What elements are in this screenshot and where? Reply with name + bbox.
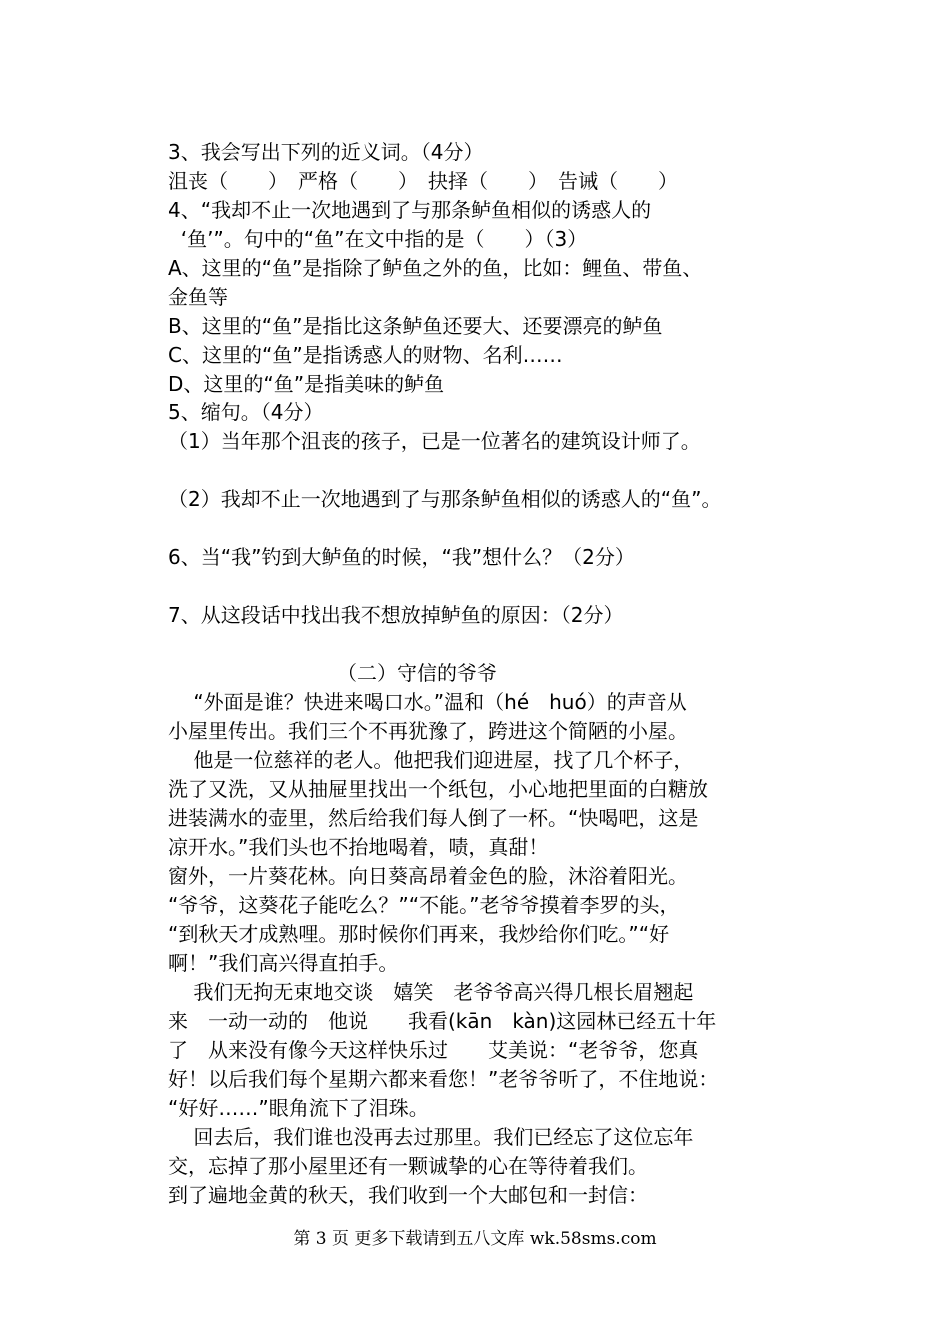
question-4-option-a-line-1: A、这里的“鱼”是指除了鲈鱼之外的鱼，比如：鲤鱼、带鱼、	[168, 256, 703, 280]
passage-line: 小屋里传出。我们三个不再犹豫了，跨进这个简陋的小屋。	[168, 719, 688, 743]
question-4-option-a-line-2: 金鱼等	[168, 285, 228, 309]
question-7: 7、从这段话中找出我不想放掉鲈鱼的原因：（2分）	[168, 603, 624, 627]
question-5-item-2: （2）我却不止一次地遇到了与那条鲈鱼相似的诱惑人的“鱼”。	[168, 487, 722, 511]
passage-line: 他是一位慈祥的老人。他把我们迎进屋，找了几个杯子，	[168, 748, 694, 772]
passage-line: “好好……”眼角流下了泪珠。	[168, 1096, 429, 1120]
question-5-title: 5、缩句。（4分）	[168, 400, 324, 424]
question-4-line-2: ‘鱼’”。句中的“鱼”在文中指的是（ ）（3）	[168, 227, 588, 251]
question-5-item-1: （1）当年那个沮丧的孩子，已是一位著名的建筑设计师了。	[168, 429, 701, 453]
passage-line: “到秋天才成熟哩。那时候你们再来，我炒给你们吃。”“好	[168, 922, 670, 946]
question-4-option-d: D、这里的“鱼”是指美味的鲈鱼	[168, 372, 445, 396]
question-3-title: 3、我会写出下列的近义词。（4分）	[168, 140, 484, 164]
passage-line: 啊！”我们高兴得直拍手。	[168, 951, 399, 975]
passage-line: 凉开水。”我们头也不抬地喝着，啧，真甜！	[168, 835, 549, 859]
question-4-option-b: B、这里的“鱼”是指比这条鲈鱼还要大、还要漂亮的鲈鱼	[168, 314, 663, 338]
passage-line: 回去后，我们谁也没再去过那里。我们已经忘了这位忘年	[168, 1125, 694, 1149]
passage-line: “爷爷，这葵花子能吃么？”“不能。”老爷爷摸着李罗的头，	[168, 893, 680, 917]
passage-line: 洗了又洗，又从抽屉里找出一个纸包，小心地把里面的白糖放	[168, 777, 708, 801]
passage-line: 窗外，一片葵花林。向日葵高昂着金色的脸，沐浴着阳光。	[168, 864, 688, 888]
passage-title: （二）守信的爷爷	[337, 661, 497, 685]
question-4-line-1: 4、“我却不止一次地遇到了与那条鲈鱼相似的诱惑人的	[168, 198, 652, 222]
passage-line: 好！以后我们每个星期六都来看您！”老爷爷听了，不住地说：	[168, 1067, 719, 1091]
page-footer: 第 3 页 更多下载请到五八文库 wk.58sms.com	[293, 1229, 657, 1249]
passage-line: 到了遍地金黄的秋天，我们收到一个大邮包和一封信：	[168, 1183, 648, 1207]
passage-line: 来 一动一动的 他说 我看(kān kàn)这园林已经五十年	[168, 1009, 717, 1033]
passage-line: 交，忘掉了那小屋里还有一颗诚挚的心在等待着我们。	[168, 1154, 648, 1178]
passage-line: 了 从来没有像今天这样快乐过 艾美说：“老爷爷，您真	[168, 1038, 699, 1062]
question-6: 6、当“我”钓到大鲈鱼的时候，“我”想什么？（2分）	[168, 545, 635, 569]
question-3-words: 沮丧（ ） 严格（ ） 抉择（ ） 告诫（ ）	[168, 169, 678, 193]
passage-line: “外面是谁？快进来喝口水。”温和（hé huó）的声音从	[168, 690, 687, 714]
passage-line: 我们无拘无束地交谈 嬉笑 老爷爷高兴得几根长眉翘起	[168, 980, 694, 1004]
question-4-option-c: C、这里的“鱼”是指诱惑人的财物、名利……	[168, 343, 563, 367]
passage-line: 进装满水的壶里，然后给我们每人倒了一杯。“快喝吧，这是	[168, 806, 699, 830]
